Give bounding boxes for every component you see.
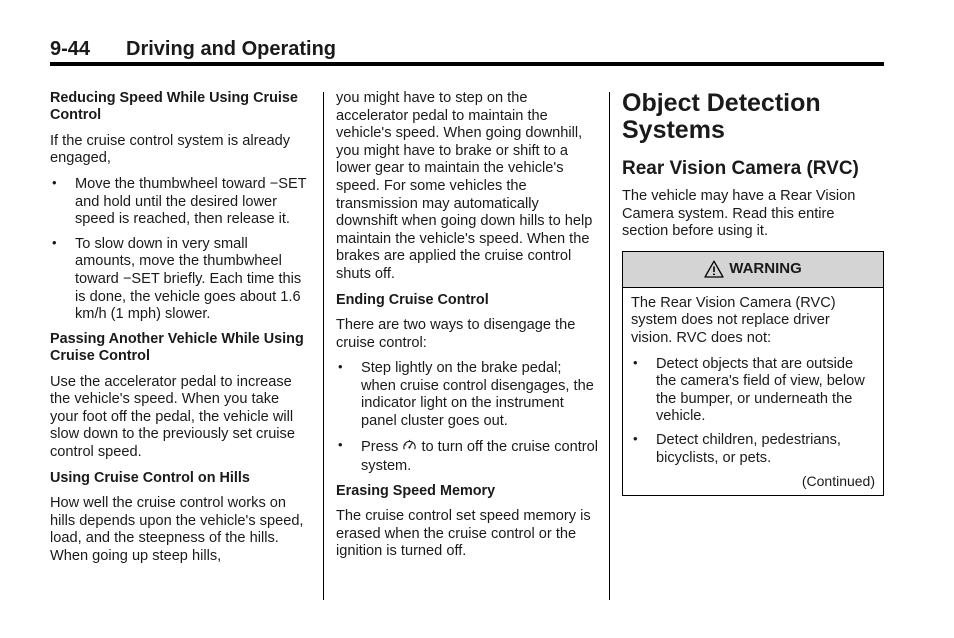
heading-hills: Using Cruise Control on Hills bbox=[50, 469, 250, 486]
paragraph-ending: There are two ways to disengage the cruise control: bbox=[336, 316, 576, 351]
warning-list bbox=[631, 356, 875, 468]
warning-label: WARNING bbox=[729, 260, 802, 278]
column-1 bbox=[50, 90, 308, 573]
heading-reducing-speed: Reducing Speed While Using Cruise Control bbox=[50, 90, 298, 124]
page-number: 9-44 bbox=[50, 38, 91, 60]
bullet-icon: • bbox=[52, 175, 57, 190]
header-rule bbox=[50, 62, 884, 66]
warning-box bbox=[622, 251, 884, 496]
paragraph-erasing: The cruise control set speed memory is erased when the cruise control or the ignition is turned off. bbox=[336, 508, 591, 560]
paragraph-reducing-speed: If the cruise control system is already engaged, bbox=[50, 132, 291, 167]
section-title: Object Detection Systems bbox=[622, 89, 821, 144]
warning-body bbox=[623, 288, 883, 495]
bullet-icon: • bbox=[633, 354, 638, 370]
warning-triangle-icon bbox=[704, 260, 724, 278]
column-2 bbox=[336, 90, 598, 569]
cruise-control-icon bbox=[402, 438, 417, 459]
list-item: • Detect children, pedestrians, bicyclists, or pets. bbox=[633, 430, 841, 466]
chapter-title: Driving and Operating bbox=[126, 38, 337, 60]
list-item: • Step lightly on the brake pedal; when cruise control disengages, the indicator light on the instrument panel cluster goes out. bbox=[338, 359, 594, 429]
bullet-icon: • bbox=[633, 430, 638, 446]
warning-text: The Rear Vision Camera (RVC) system does not replace driver vision. RVC does not: bbox=[631, 294, 836, 346]
paragraph-passing: Use the accelerator pedal to increase the vehicle's speed. When you take your foot off the pedal, the vehicle will slow down to the previously set cruise control speed. bbox=[50, 373, 295, 460]
paragraph-hills-continued: you might have to step on the accelerator pedal to maintain the vehicle's speed. When going downhill, you might have to brake or shift to a lower gear to maintain the vehicle's speed. For some vehicles the transmission may automatically downshift when going down hills to help maintain the vehicle's speed. When the brakes are applied the cruise control shuts off. bbox=[336, 90, 593, 282]
continued-label: (Continued) bbox=[801, 473, 875, 490]
list-item: • To slow down in very small amounts, move the thumbwheel toward −SET briefly. Each time this is done, the vehicle goes about 1.6 km/h (1 mph) slower. bbox=[52, 234, 302, 323]
paragraph-intro: The vehicle may have a Rear Vision Camera system. Read this entire section before using it. bbox=[622, 188, 856, 240]
heading-erasing: Erasing Speed Memory bbox=[336, 482, 496, 499]
reduce-speed-list bbox=[50, 176, 308, 324]
warning-header bbox=[623, 252, 883, 288]
bullet-icon: • bbox=[52, 234, 57, 250]
heading-passing: Passing Another Vehicle While Using Cruise Control bbox=[50, 330, 304, 365]
subsection-title: Rear Vision Camera (RVC) bbox=[622, 158, 859, 179]
list-item: • Press to turn off the cruise control system. bbox=[338, 436, 599, 475]
heading-ending: Ending Cruise Control bbox=[336, 291, 489, 308]
column-divider-1 bbox=[323, 92, 324, 600]
list-item: • Detect objects that are outside the camera's field of view, below the bumper, or underneath the vehicle. bbox=[633, 354, 865, 425]
ending-list bbox=[336, 360, 598, 476]
bullet-icon: • bbox=[338, 436, 343, 452]
column-divider-2 bbox=[609, 92, 610, 600]
paragraph-hills: How well the cruise control works on hills depends upon the vehicle's speed, load, and the steepness of the hills. When going up steep hills, bbox=[50, 494, 304, 564]
list-item: • Move the thumbwheel toward −SET and hold until the desired lower speed is reached, then release it. bbox=[52, 175, 307, 228]
column-3 bbox=[622, 90, 884, 496]
bullet-icon: • bbox=[338, 359, 343, 375]
